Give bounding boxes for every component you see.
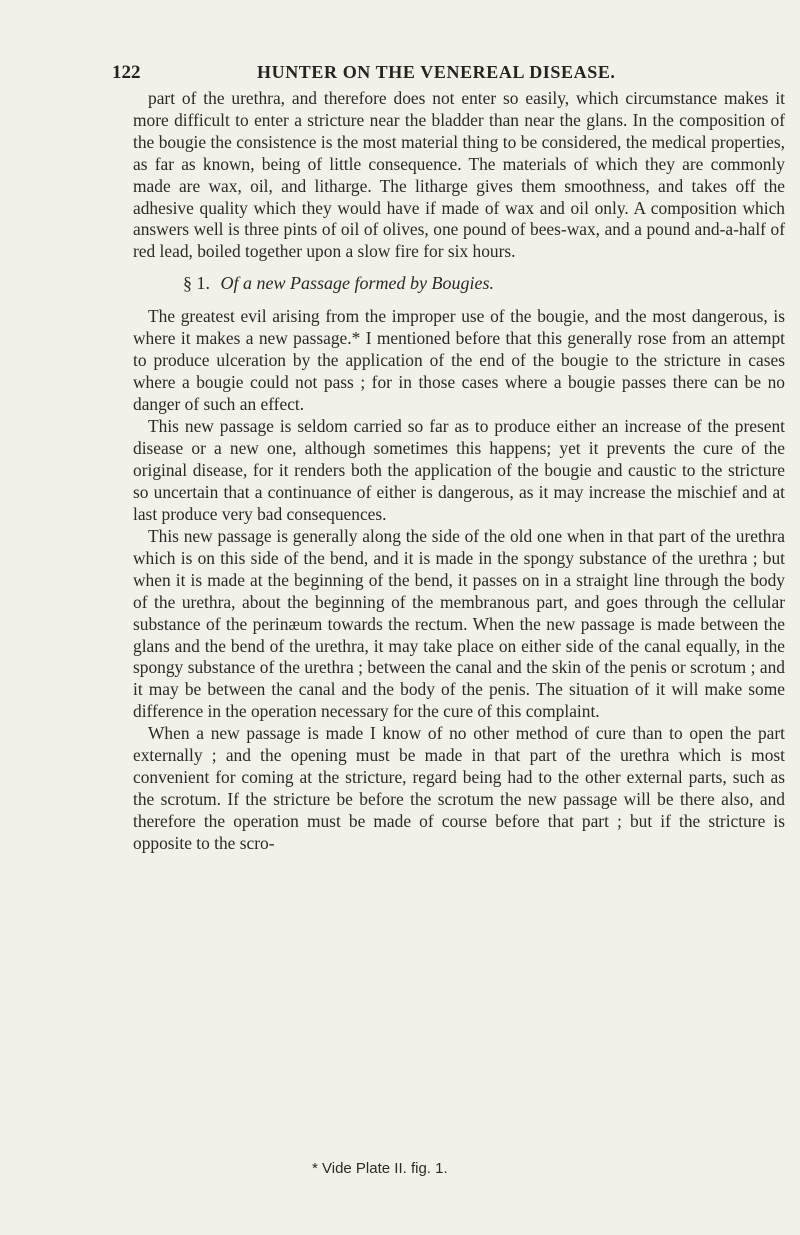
paragraph-text: When a new passage is made I know of no other method of cure than to open the part externally ; and the opening must be made in that part of the urethra which is most convenient for coming at the stricture, regard being had to the other external parts, such as the scrotum. If the stricture be before the scrotum the new passage will be there also, and therefore the operation must be made of course before that part ; but if the stricture is opposite to the scro-	[133, 723, 785, 853]
paragraph-text: part of the urethra, and therefore does not enter so easily, which circumstance makes it more difficult to enter a stricture near the bladder than near the glans. In the composition of the bougie the consistence is the most material thing to be considered, the medical properties, as far as known, being of little consequence. The materials of which they are commonly made are wax, oil, and litharge. The litharge gives them smoothness, and takes off the adhesive quality which they would have if made of wax and oil only. A composition which answers well is three pints of oil of olives, one pound of bees-wax, and a pound and-a-half of red lead, boiled together upon a slow fire for six hours.	[133, 88, 785, 262]
paragraph-block	[133, 306, 785, 416]
running-head	[112, 62, 702, 86]
paragraph-text: This new passage is seldom carried so far as to produce either an increase of the present disease or a new one, although sometimes this happens; yet it prevents the cure of the original disease, for it renders both the application of the bougie and caustic to the stricture so uncertain that a continuance of either is dangerous, as it may increase the mischief and at last produce very bad consequences.	[133, 416, 785, 524]
section-heading	[183, 273, 703, 294]
paragraph-block	[133, 526, 785, 723]
paragraph-block	[133, 723, 785, 854]
paragraph-continuation	[133, 88, 785, 263]
running-title: HUNTER ON THE VENEREAL DISEASE.	[257, 62, 616, 82]
footnote: * Vide Plate II. fig. 1.	[312, 1160, 448, 1177]
section-title: Of a new Passage formed by Bougies.	[220, 273, 494, 293]
paragraph-text: This new passage is generally along the side of the old one when in that part of the urethra which is on this side of the bend, and it is made in the spongy substance of the urethra ; but when it is made at the beginning of the bend, it passes on in a straight line through the body of the urethra, about the beginning of the membranous part, and goes through the cellular substance of the perinæum towards the rectum. When the new passage is made between the glans and the bend of the urethra, it may take place on either side of the canal equally, in the spongy substance of the urethra ; between the canal and the skin of the penis or scrotum ; and it may be between the canal and the body of the penis. The situation of it will make some difference in the operation necessary for the cure of this complaint.	[133, 526, 785, 722]
paragraph-text: The greatest evil arising from the improper use of the bougie, and the most dangerous, is where it makes a new passage.* I mentioned before that this generally rose from an attempt to produce ulceration by the application of the end of the bougie to the stricture in cases where a bougie could not pass ; for in those cases where a bougie passes there can be no danger of such an effect.	[133, 306, 785, 414]
section-mark: § 1.	[183, 273, 210, 293]
page-number: 122	[112, 62, 141, 83]
paragraph-block	[133, 416, 785, 526]
